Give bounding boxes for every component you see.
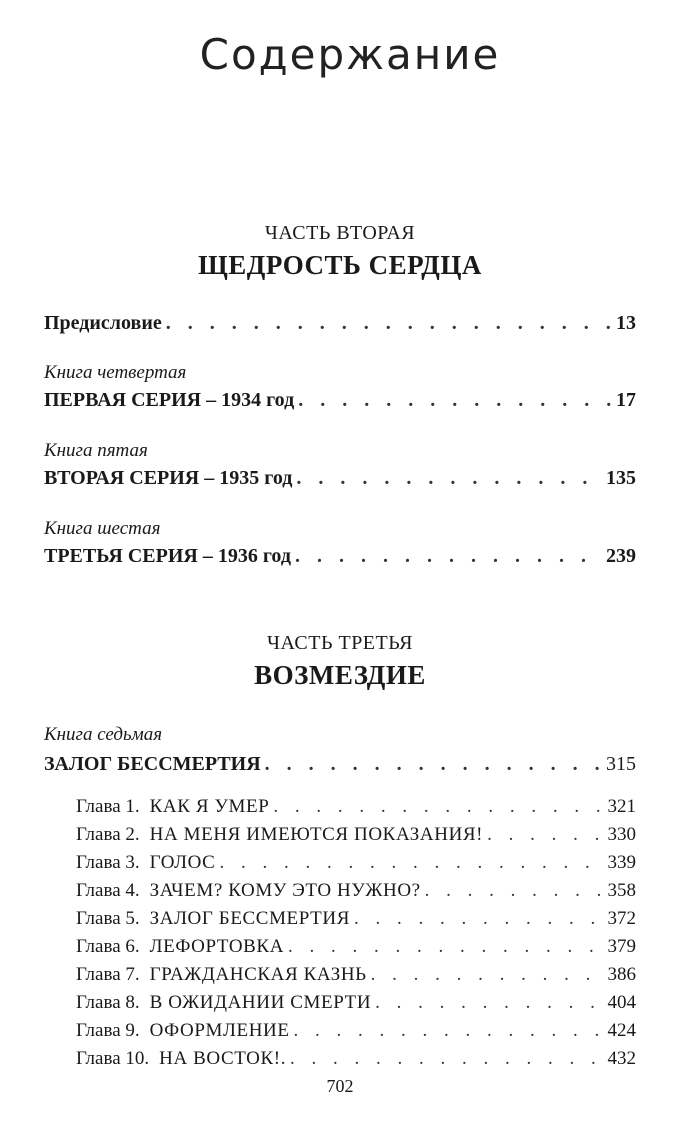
toc-entry-book-4[interactable] [44, 389, 636, 412]
book-label: Книга седьмая [44, 724, 163, 745]
toc-chapter-entry[interactable] [76, 964, 636, 986]
leader-dots [265, 753, 602, 776]
entry-page-number: 13 [616, 312, 636, 334]
part-two-label: ЧАСТЬ ВТОРАЯ [264, 222, 416, 244]
toc-chapter-entry[interactable] [76, 880, 636, 902]
book-label: Книга четвертая [44, 362, 187, 383]
toc-chapter-entry[interactable] [76, 852, 636, 874]
chapter-title: НА МЕНЯ ИМЕЮТСЯ ПОКАЗАНИЯ! [149, 824, 484, 845]
page-title: Содержание [199, 30, 501, 79]
chapter-page-number: 404 [607, 992, 636, 1013]
chapter-title: НА ВОСТОК!. [159, 1048, 287, 1069]
chapter-page-number: 372 [607, 908, 636, 929]
chapter-title: ОФОРМЛЕНИЕ [149, 1020, 290, 1041]
toc-chapter-entry[interactable] [76, 796, 636, 818]
page-folio: 702 [326, 1076, 354, 1096]
entry-page-number: 135 [606, 467, 636, 489]
leader-dots [298, 389, 612, 412]
chapter-page-number: 386 [607, 964, 636, 985]
part-three-title: ВОЗМЕЗДИЕ [254, 660, 426, 690]
toc-entry-book-5[interactable] [44, 467, 636, 490]
chapter-title: ЛЕФОРТОВКА [149, 936, 285, 957]
entry-page-number: 17 [616, 389, 636, 411]
chapter-title: ЗАЛОГ БЕССМЕРТИЯ [149, 908, 350, 929]
chapter-number: Глава 3. [76, 852, 140, 873]
part-two-title: ЩЕДРОСТЬ СЕРДЦА [198, 250, 482, 280]
entry-title: ТРЕТЬЯ СЕРИЯ – 1936 год [44, 545, 291, 567]
toc-entry-book-7[interactable] [44, 753, 636, 776]
toc-entry-book-6[interactable] [44, 545, 636, 568]
chapter-number: Глава 5. [76, 908, 140, 929]
leader-dots [295, 545, 602, 568]
chapter-title: КАК Я УМЕР [149, 796, 270, 817]
toc-chapter-entry[interactable] [76, 908, 636, 930]
leader-dots [290, 1048, 603, 1070]
chapter-page-number: 339 [607, 852, 636, 873]
toc-chapter-entry[interactable] [76, 936, 636, 958]
leader-dots [375, 992, 603, 1014]
toc-chapter-entry[interactable] [76, 992, 636, 1014]
chapter-number: Глава 9. [76, 1020, 140, 1041]
chapter-page-number: 358 [607, 880, 636, 901]
leader-dots [425, 880, 604, 902]
chapter-number: Глава 1. [76, 796, 140, 817]
chapter-page-number: 321 [607, 796, 636, 817]
toc-entry-preface[interactable] [44, 312, 636, 335]
toc-chapter-entry[interactable] [76, 1020, 636, 1042]
entry-title: ПЕРВАЯ СЕРИЯ – 1934 год [44, 389, 295, 411]
chapter-number: Глава 6. [76, 936, 140, 957]
leader-dots [354, 908, 604, 930]
entry-title: ВТОРАЯ СЕРИЯ – 1935 год [44, 467, 293, 489]
toc-chapter-entry[interactable] [76, 1048, 636, 1070]
chapter-page-number: 379 [607, 936, 636, 957]
toc-chapter-entry[interactable] [76, 824, 636, 846]
chapter-number: Глава 7. [76, 964, 140, 985]
entry-title: ЗАЛОГ БЕССМЕРТИЯ [44, 753, 261, 775]
chapter-number: Глава 8. [76, 992, 140, 1013]
leader-dots [296, 467, 602, 490]
chapter-number: Глава 10. [76, 1048, 150, 1069]
leader-dots [166, 312, 612, 335]
chapter-page-number: 330 [607, 824, 636, 845]
book-label: Книга шестая [44, 518, 161, 539]
chapter-page-number: 424 [607, 1020, 636, 1041]
leader-dots [273, 796, 603, 818]
chapter-title: В ОЖИДАНИИ СМЕРТИ [149, 992, 372, 1013]
entry-page-number: 239 [606, 545, 636, 567]
book-label: Книга пятая [44, 440, 148, 461]
part-three-label: ЧАСТЬ ТРЕТЬЯ [266, 632, 414, 654]
entry-page-number: 315 [606, 753, 636, 775]
chapter-title: ЗАЧЕМ? КОМУ ЭТО НУЖНО? [149, 880, 421, 901]
leader-dots [288, 936, 603, 958]
chapter-title: ГРАЖДАНСКАЯ КАЗНЬ [149, 964, 367, 985]
leader-dots [371, 964, 604, 986]
chapter-page-number: 432 [607, 1048, 636, 1069]
chapter-title: ГОЛОС [149, 852, 216, 873]
leader-dots [219, 852, 603, 874]
entry-title: Предисловие [44, 312, 162, 334]
chapter-number: Глава 2. [76, 824, 140, 845]
chapter-number: Глава 4. [76, 880, 140, 901]
leader-dots [294, 1020, 604, 1042]
leader-dots [487, 824, 603, 846]
